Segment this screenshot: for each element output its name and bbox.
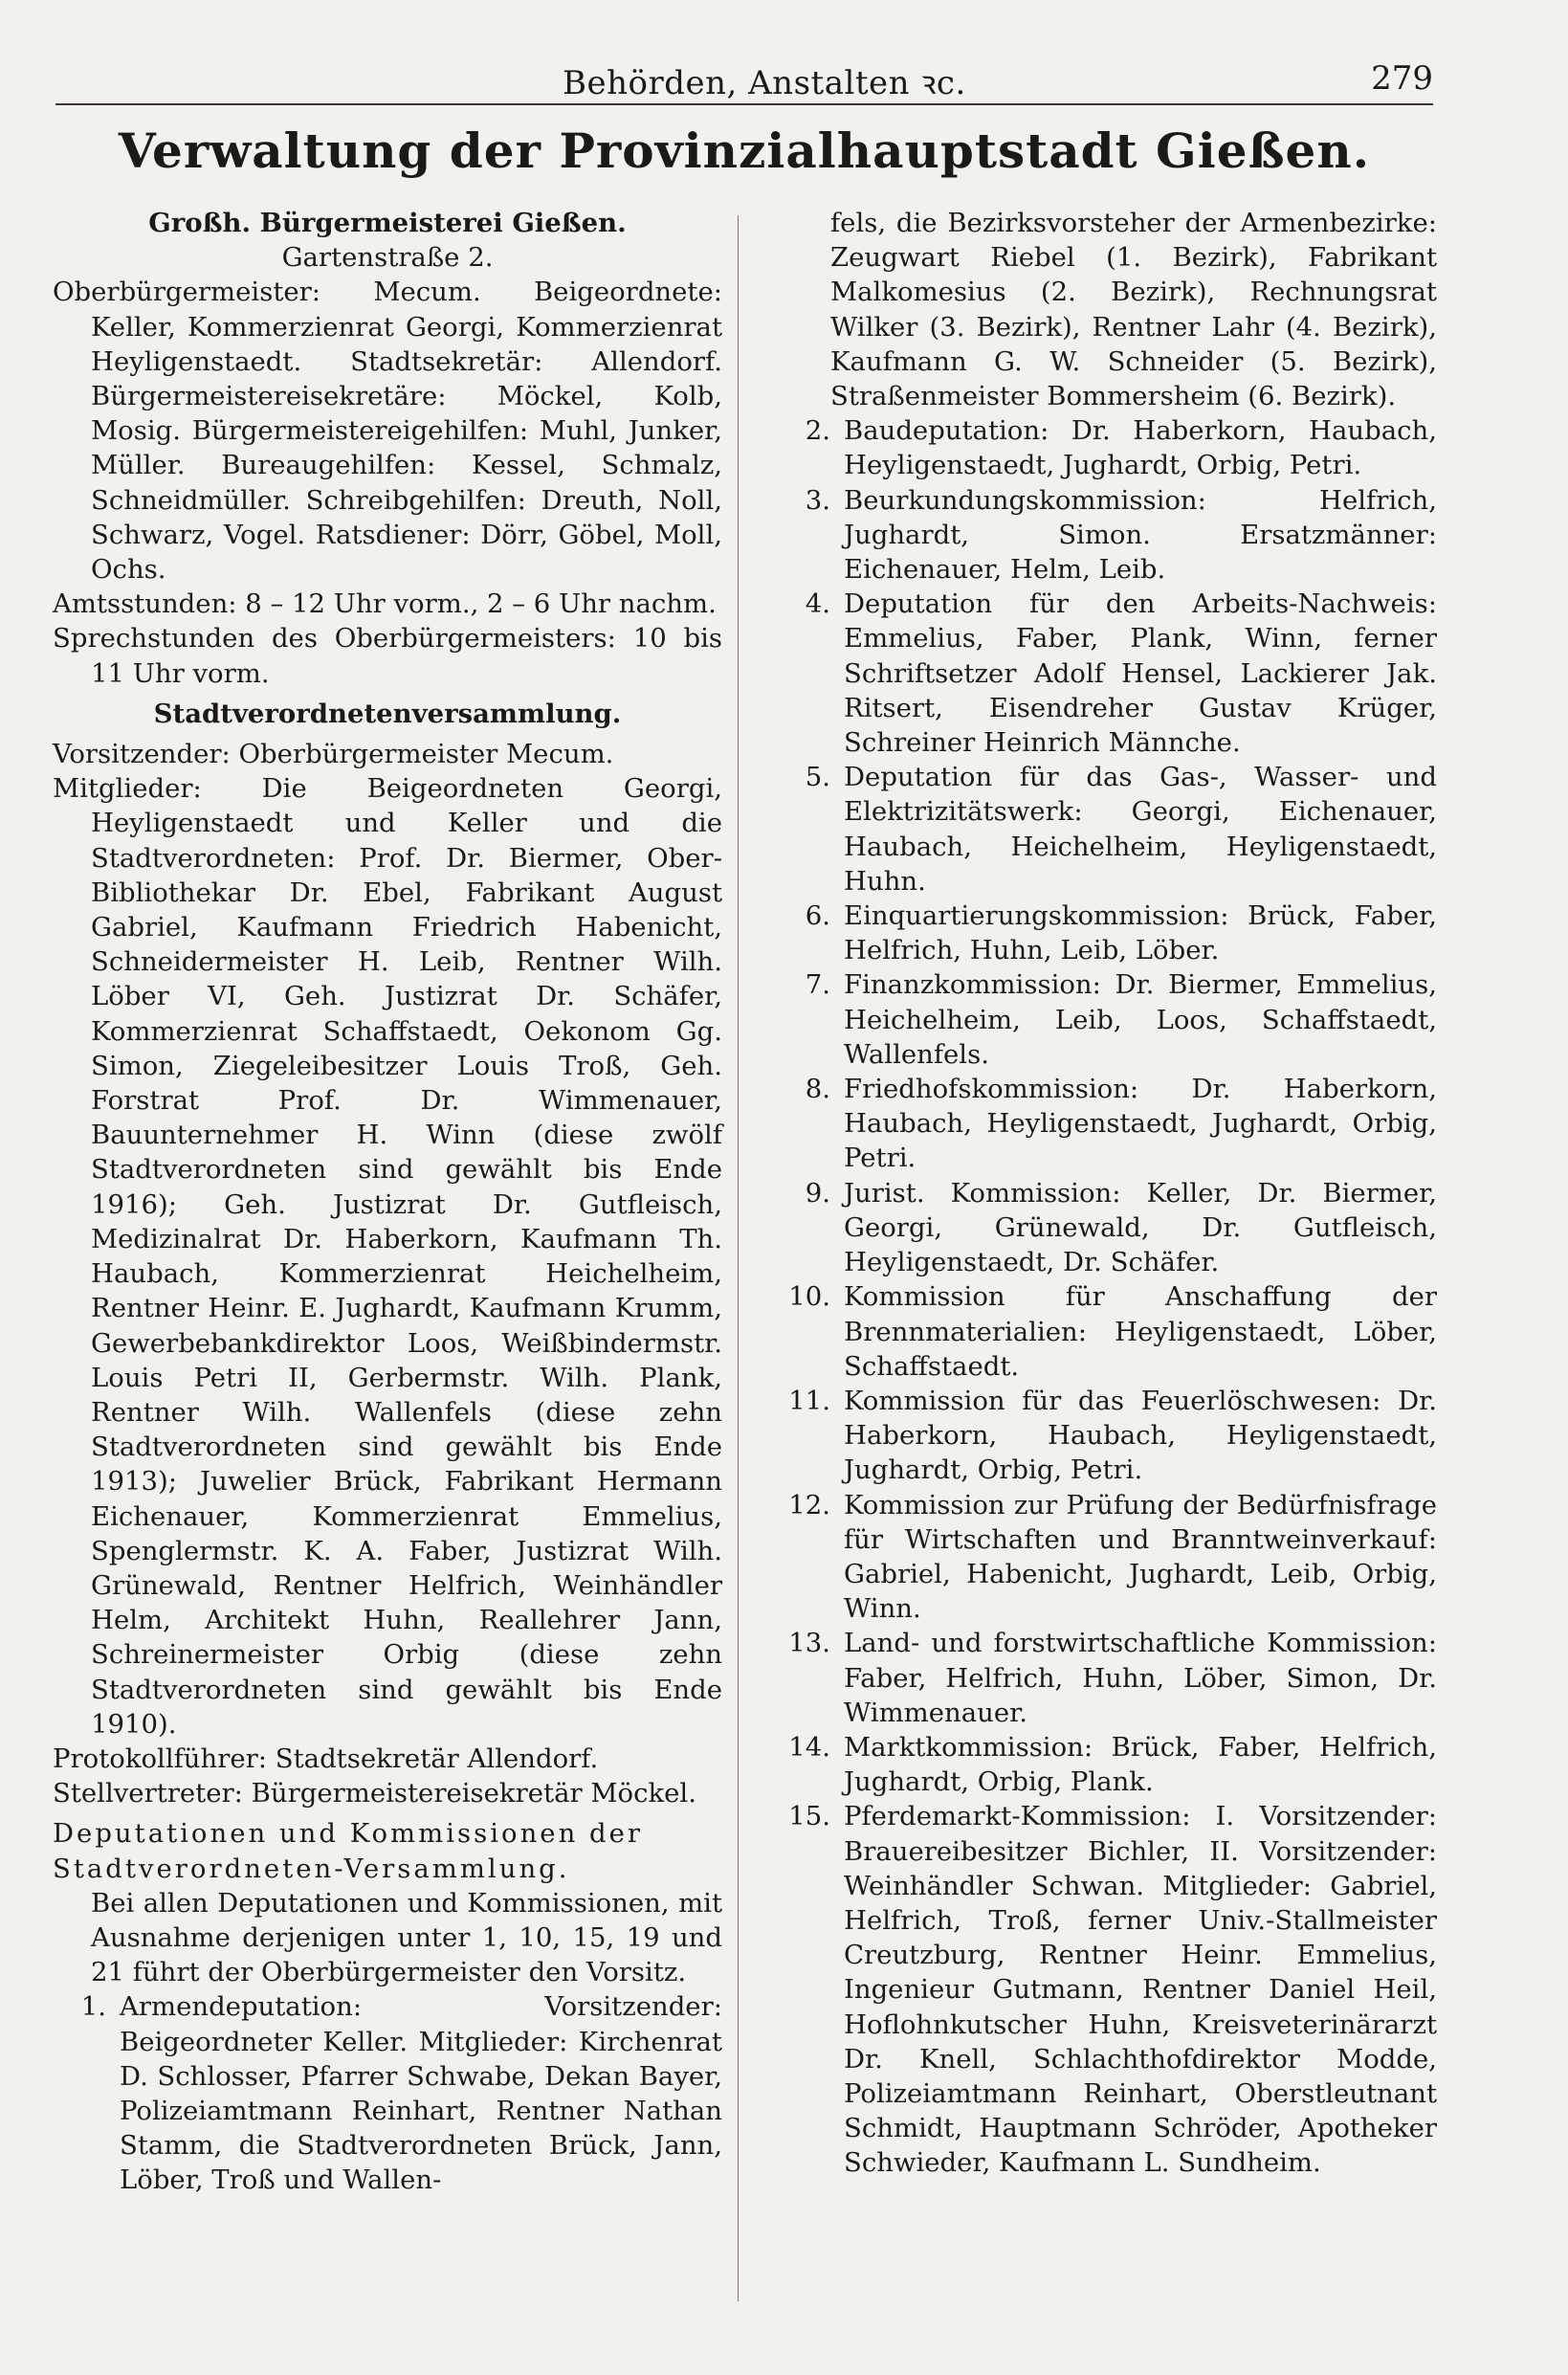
item-text: Einquartierungskommission: Brück, Faber, Helfrich, Huhn, Leib, Löber.: [844, 900, 1437, 966]
list-item: [777, 1799, 1437, 2180]
item-number: 7.: [805, 969, 830, 1001]
list-item: [777, 1730, 1437, 1799]
list-item: [777, 1279, 1437, 1384]
item-number: 14.: [788, 1731, 830, 1763]
item-number: 8.: [805, 1074, 830, 1105]
chair-line: Vorsitzender: Oberbürgermeister Mecum.: [53, 739, 614, 770]
item-number: 9.: [805, 1177, 830, 1209]
left-column: [53, 206, 722, 2198]
item-number: 3.: [805, 484, 830, 516]
item-continuation: fels, die Bezirksvorsteher der Armenbezirke: Zeugwart Riebel (1. Bezirk), Fabrikant Malkomesius (2. Bezirk), Rechnungsrat Wilker (3. Bezirk), Rentner Lahr (4. Bezirk), Kaufmann G. W. Schneider (5. Bezirk), Straßenmeister Bommersheim (6. Bezirk).: [830, 208, 1437, 412]
item-text: Pferdemarkt-Kommission: I. Vorsitzender: Brauereibesitzer Bichler, II. Vorsitzender: Weinhändler Schwan. Mitglieder: Gabriel, Helfrich, Troß, ferner Univ.-Stallmeister Creutzburg, Rentner Heinr. Emmelius, Ingenieur Gutmann, Rentner Daniel Heil, Hoflohnkutscher Huhn, Kreisveterinärarzt Dr. Knell, Schlachthofdirektor Modde, Polizeiamtmann Reinhart, Oberstleutnant Schmidt, Hauptmann Schröder, Apotheker Schwieder, Kaufmann L. Sundheim.: [844, 1801, 1437, 2179]
office-hours: Amtsstunden: 8 – 12 Uhr vorm., 2 – 6 Uhr nachm.: [53, 588, 717, 620]
item-text: Armendeputation: Vorsitzender: Beigeordneter Keller. Mitglieder: Kirchenrat D. Schlosser, Pfarrer Schwabe, Dekan Bayer, Polizeiamtmann Reinhart, Rentner Nathan Stamm, die Stadtverordneten Brück, Jann, Löber, Troß und Wallen-: [120, 1991, 722, 2196]
protocol-line: Protokollführer: Stadtsekretär Allendorf.: [53, 1742, 599, 1774]
list-item: [777, 483, 1437, 588]
section-heading-deputationen: Deputationen und Kommissionen der Stadtverordneten-Versammlung.: [53, 1818, 644, 1884]
item-number: 5.: [805, 762, 830, 793]
list-item: [777, 760, 1437, 899]
item-text: Beurkundungskommission: Helfrich, Jughardt, Simon. Ersatzmänner: Eichenauer, Helm, Leib.: [844, 484, 1437, 586]
list-item: [777, 1488, 1437, 1627]
right-column: [777, 206, 1437, 2181]
section-heading-stadtverordnetenversammlung: Stadtverordnetenversammlung.: [153, 698, 622, 729]
consultation-hours: Sprechstunden des Oberbürgermeisters: 10 bis 11 Uhr vorm.: [53, 623, 722, 689]
list-item: [777, 1626, 1437, 1730]
item-text: Friedhofskommission: Dr. Haberkorn, Haubach, Heyligenstaedt, Jughardt, Orbig, Petri.: [844, 1074, 1437, 1174]
item-text: Baudeputation: Dr. Haberkorn, Haubach, Heyligenstaedt, Jughardt, Orbig, Petri.: [844, 415, 1437, 481]
list-item: [777, 587, 1437, 760]
column-divider: [738, 215, 739, 2301]
members-paragraph: Mitglieder: Die Beigeordneten Georgi, Heyligenstaedt und Keller und die Stadtverordneten: Prof. Dr. Biermer, Ober-Bibliothekar Dr. Ebel, Fabrikant August Gabriel, Kaufmann Friedrich Habenicht, Schneidermeister H. Leib, Rentner Wilh. Löber VI, Geh. Justizrat Dr. Schäfer, Kommerzienrat Schaffstaedt, Oekonom Gg. Simon, Ziegeleibesitzer Louis Troß, Geh. Forstrat Prof. Dr. Wimmenauer, Bauunternehmer H. Winn (diese zwölf Stadtverordneten sind gewählt bis Ende 1916); Geh. Justizrat Dr. Gutfleisch, Medizinalrat Dr. Haberkorn, Kaufmann Th. Haubach, Kommerzienrat Heichelheim, Rentner Heinr. E. Jughardt, Kaufmann Krumm, Gewerbebankdirektor Loos, Weißbindermstr. Louis Petri II, Gerbermstr. Wilh. Plank, Rentner Wilh. Wallenfels (diese zehn Stadtverordneten sind gewählt bis Ende 1913); Juwelier Brück, Fabrikant Hermann Eichenauer, Kommerzienrat Emmelius, Spenglermstr. K. A. Faber, Justizrat Wilh. Grünewald, Rentner Helfrich, Weinhändler Helm, Architekt Huhn, Reallehrer Jann, Schreinermeister Orbig (diese zehn Stadtverordneten sind gewählt bis Ende 1910).: [53, 773, 722, 1740]
list-item: [777, 1176, 1437, 1280]
item-text: Deputation für das Gas-, Wasser- und Elektrizitätswerk: Georgi, Eichenauer, Haubach, Heichelheim, Heyligenstaedt, Huhn.: [844, 762, 1437, 897]
list-item: [777, 1072, 1437, 1176]
item-number: 11.: [788, 1385, 830, 1416]
list-item: [53, 1989, 722, 2197]
item-text: Land- und forstwirtschaftliche Kommission: Faber, Helfrich, Huhn, Löber, Simon, Dr. Wimmenauer.: [844, 1628, 1437, 1728]
item-text: Kommission zur Prüfung der Bedürfnisfrage für Wirtschaften und Branntweinverkauf: Gabriel, Habenicht, Jughardt, Leib, Orbig, Winn.: [844, 1489, 1437, 1625]
item-text: Deputation für den Arbeits-Nachweis: Emmelius, Faber, Plank, Winn, ferner Schriftsetzer Adolf Hensel, Lackierer Jak. Ritsert, Eisendreher Gustav Krüger, Schreiner Heinrich Männche.: [844, 588, 1437, 759]
item-number: 15.: [788, 1801, 830, 1832]
running-title: Behörden, Anstalten ꝛc.: [563, 64, 966, 102]
page-number: 279: [1371, 59, 1433, 98]
item-text: Kommission für das Feuerlöschwesen: Dr. Haberkorn, Haubach, Heyligenstaedt, Jughardt, Orbig, Petri.: [844, 1385, 1437, 1486]
list-item: [777, 967, 1437, 1072]
address: Gartenstraße 2.: [281, 242, 494, 274]
deputy-line: Stellvertreter: Bürgermeistereisekretär Möckel.: [53, 1778, 696, 1809]
item-number: 13.: [788, 1628, 830, 1659]
item-text: Marktkommission: Brück, Faber, Helfrich, Jughardt, Orbig, Plank.: [844, 1731, 1437, 1798]
list-item: [777, 413, 1437, 482]
chair-note: Bei allen Deputationen und Kommissionen, mit Ausnahme derjenigen unter 1, 10, 15, 19 und 21 führt der Oberbürgermeister den Vorsitz.: [91, 1887, 722, 1988]
list-item: [777, 1384, 1437, 1488]
item-number: 4.: [805, 588, 830, 620]
item-number: 1.: [80, 1991, 106, 2023]
item-text: Jurist. Kommission: Keller, Dr. Biermer, Georgi, Grünewald, Dr. Gutfleisch, Heyligenstaedt, Dr. Schäfer.: [844, 1177, 1437, 1278]
item-text: Kommission für Anschaffung der Brennmaterialien: Heyligenstaedt, Löber, Schaffstaedt.: [844, 1281, 1437, 1382]
staff-paragraph: Oberbürgermeister: Mecum. Beigeordnete: Keller, Kommerzienrat Georgi, Kommerzienrat Heyligenstaedt. Stadtsekretär: Allendorf. Bürgermeistereisekretäre: Möckel, Kolb, Mosig. Bürgermeistereigehilfen: Muhl, Junker, Müller. Bureaugehilfen: Kessel, Schmalz, Schneidmüller. Schreibgehilfen: Dreuth, Noll, Schwarz, Vogel. Ratsdiener: Dörr, Göbel, Moll, Ochs.: [53, 277, 722, 586]
item-number: 12.: [788, 1489, 830, 1520]
item-text: Finanzkommission: Dr. Biermer, Emmelius, Heichelheim, Leib, Loos, Schaffstaedt, Wallenfels.: [844, 969, 1437, 1070]
section-heading-buergermeisterei: Großh. Bürgermeisterei Gießen.: [148, 208, 627, 238]
list-item: [777, 899, 1437, 967]
running-head: [55, 55, 1433, 105]
item-number: 2.: [805, 415, 830, 447]
item-number: 6.: [805, 900, 830, 932]
item-number: 10.: [788, 1281, 830, 1313]
page-title: Verwaltung der Provinzialhauptstadt Gießen.: [118, 122, 1371, 179]
